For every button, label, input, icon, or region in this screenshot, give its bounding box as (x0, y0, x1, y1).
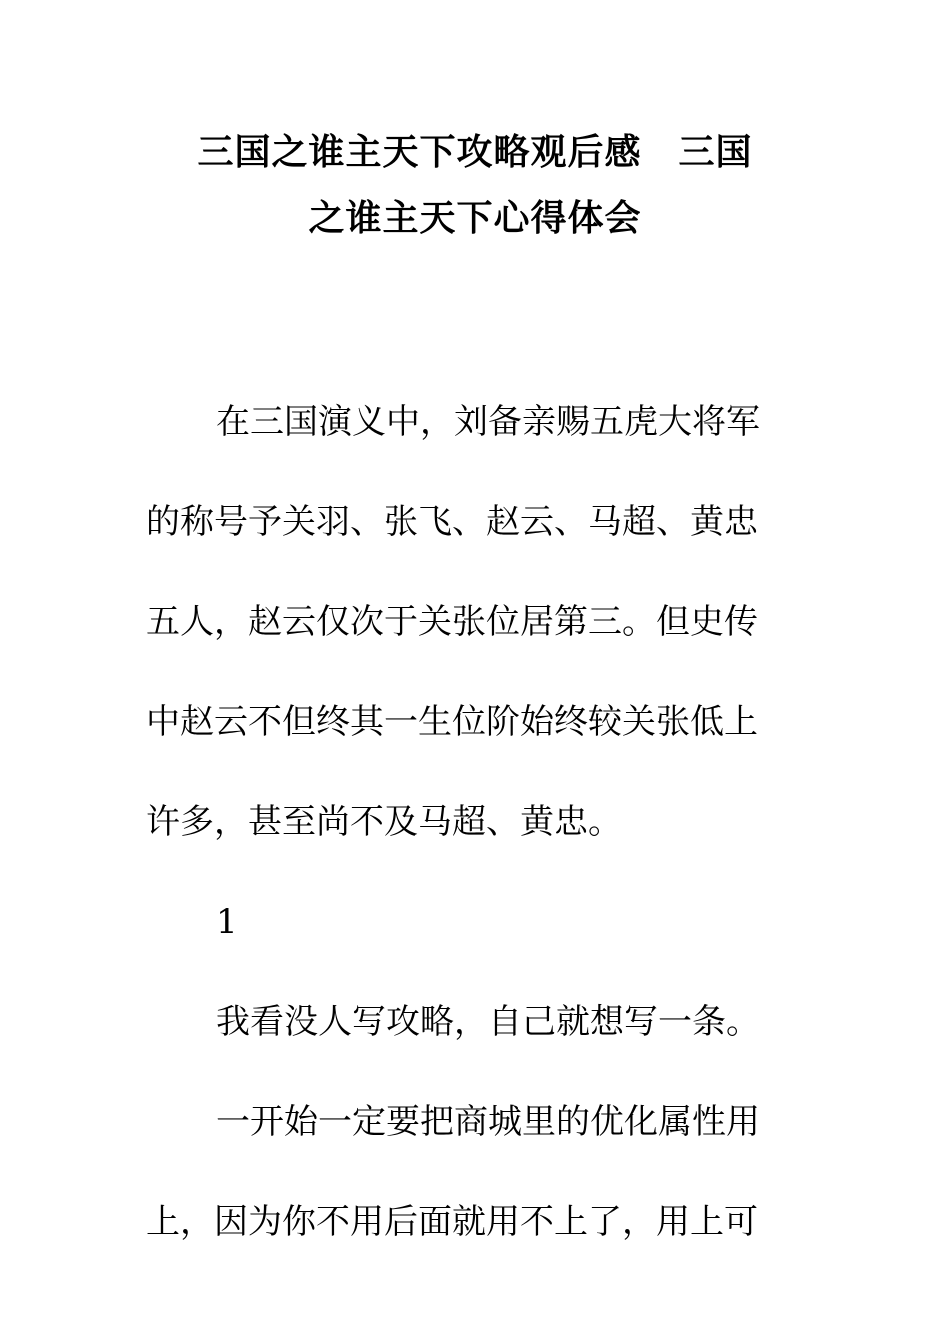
paragraph-1-line-1: 在三国演义中，刘备亲赐五虎大将军 (216, 402, 760, 442)
paragraph-3-line-2: 上，因为你不用后面就用不上了，用上可 (146, 1202, 758, 1242)
section-number: 1 (216, 902, 238, 942)
paragraph-3-line-1: 一开始一定要把商城里的优化属性用 (216, 1102, 760, 1142)
paragraph-1-line-5: 许多，甚至尚不及马超、黄忠。 (146, 802, 622, 842)
paragraph-1-line-4: 中赵云不但终其一生位阶始终较关张低上 (146, 702, 758, 742)
paragraph-2-line-1: 我看没人写攻略，自己就想写一条。 (216, 1002, 760, 1042)
document-title (140, 120, 810, 252)
title-line-1: 三国之谁主天下攻略观后感 三国 (197, 132, 753, 173)
title-line-2: 之谁主天下心得体会 (308, 198, 642, 239)
document-body (146, 372, 786, 1272)
paragraph-1-line-3: 五人，赵云仅次于关张位居第三。但史传 (146, 602, 758, 642)
paragraph-1-line-2: 的称号予关羽、张飞、赵云、马超、黄忠 (146, 502, 758, 542)
